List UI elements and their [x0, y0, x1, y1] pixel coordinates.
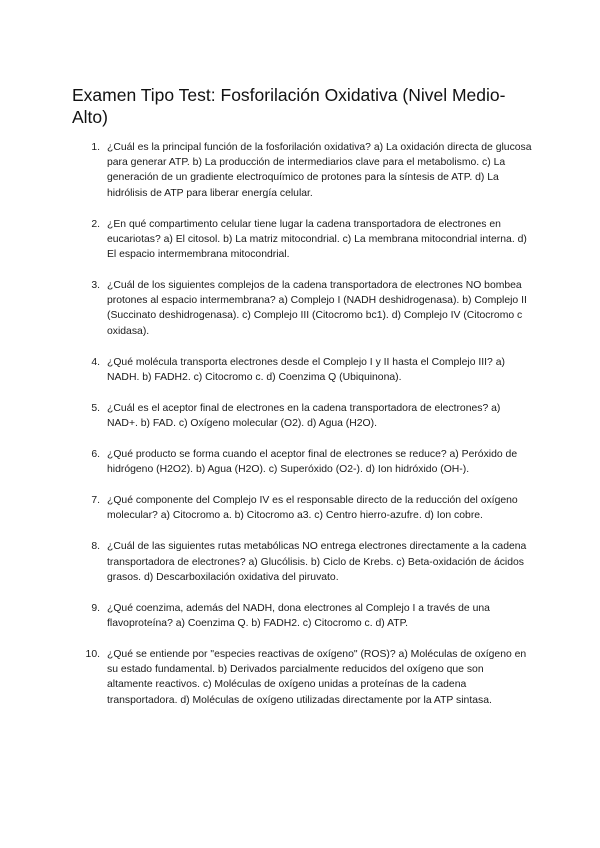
question-text: ¿En qué compartimento celular tiene lugar la cadena transportadora de electrones en eucariotas? a) El citosol. b) La matriz mitocondrial. c) La membrana mitocondrial interna. d) El espacio intermembrana mitocondrial.: [107, 218, 527, 261]
question-number: 7 .: [72, 493, 100, 508]
question-list: [72, 140, 532, 724]
question-number: 6 .: [72, 447, 100, 462]
question-text: ¿Qué componente del Complejo IV es el responsable directo de la reducción del oxígeno molecular? a) Citocromo a. b) Citocromo a3. c) Centro hierro-azufre. d) Ion cobre.: [107, 495, 518, 522]
list-item: [72, 217, 532, 263]
question-text: ¿Cuál es el aceptor final de electrones en la cadena transportadora de electrones? a) NAD+. b) FAD. c) Oxígeno molecular (O2). d) Agua (H2O).: [107, 402, 501, 430]
list-item: [72, 493, 532, 523]
question-number: 2 .: [72, 217, 100, 232]
list-item: [72, 278, 532, 339]
list-item: [72, 140, 532, 201]
question-text: ¿Qué coenzima, además del NADH, dona electrones al Complejo I a través de una flavoproteína? a) Coenzima Q. b) FADH2. c) Citocromo c. d) ATP.: [107, 602, 490, 630]
question-text: ¿Qué se entiende por "especies reactivas de oxígeno" (ROS)? a) Moléculas de oxígeno en su estado fundamental. b) Derivados parcialmente reducidos del oxígeno que son altamente reactivos. c) Moléculas de oxígeno unidas a proteínas de la cadena transportadora. d) Moléculas de oxígeno utilizadas directamente por la ATP sintasa.: [107, 649, 527, 706]
question-text: ¿Qué molécula transporta electrones desde el Complejo I y II hasta el Complejo III? a) NADH. b) FADH2. c) Citocromo c. d) Coenzima Q (Ubiquinona).: [107, 356, 505, 383]
list-item: [72, 647, 532, 708]
list-item: [72, 539, 532, 585]
question-number: 10 .: [72, 647, 100, 662]
question-number: 3 .: [72, 278, 100, 293]
list-item: [72, 401, 532, 431]
list-item: [72, 355, 532, 385]
question-number: 4 .: [72, 355, 100, 370]
list-item: [72, 447, 532, 477]
question-number: 9 .: [72, 601, 100, 616]
page-title: Examen Tipo Test: Fosforilación Oxidativa (Nivel Medio-Alto): [72, 85, 506, 127]
question-text: ¿Qué producto se forma cuando el aceptor final de electrones se reduce? a) Peróxido de hidrógeno (H2O2). b) Agua (H2O). c) Superóxido (O2-). d) Ion hidróxido (OH-).: [107, 449, 518, 476]
question-text: ¿Cuál es la principal función de la fosforilación oxidativa? a) La oxidación directa de glucosa para generar ATP. b) La producción de intermediarios clave para el metabolismo. c) La generación de un gradiente electroquímico de protones para la síntesis de ATP. d) La hidrólisis de ATP para liberar energía celular.: [107, 142, 532, 199]
list-item: [72, 601, 532, 631]
question-text: ¿Cuál de las siguientes rutas metabólicas NO entrega electrones directamente a la cadena transportadora de electrones? a) Glucólisis. b) Ciclo de Krebs. c) Beta-oxidación de ácidos grasos. d) Descarboxilación oxidativa del piruvato.: [107, 541, 527, 583]
question-text: ¿Cuál de los siguientes complejos de la cadena transportadora de electrones NO bombea protones al espacio intermembrana? a) Complejo I (NADH deshidrogenasa). b) Complejo II (Succinato deshidrogenasa). c) Complejo III (Citocromo bc1). d) Complejo IV (Citocromo c oxidasa).: [107, 280, 527, 337]
question-number: 1 .: [72, 140, 100, 155]
question-number: 5 .: [72, 401, 100, 416]
question-number: 8 .: [72, 539, 100, 554]
